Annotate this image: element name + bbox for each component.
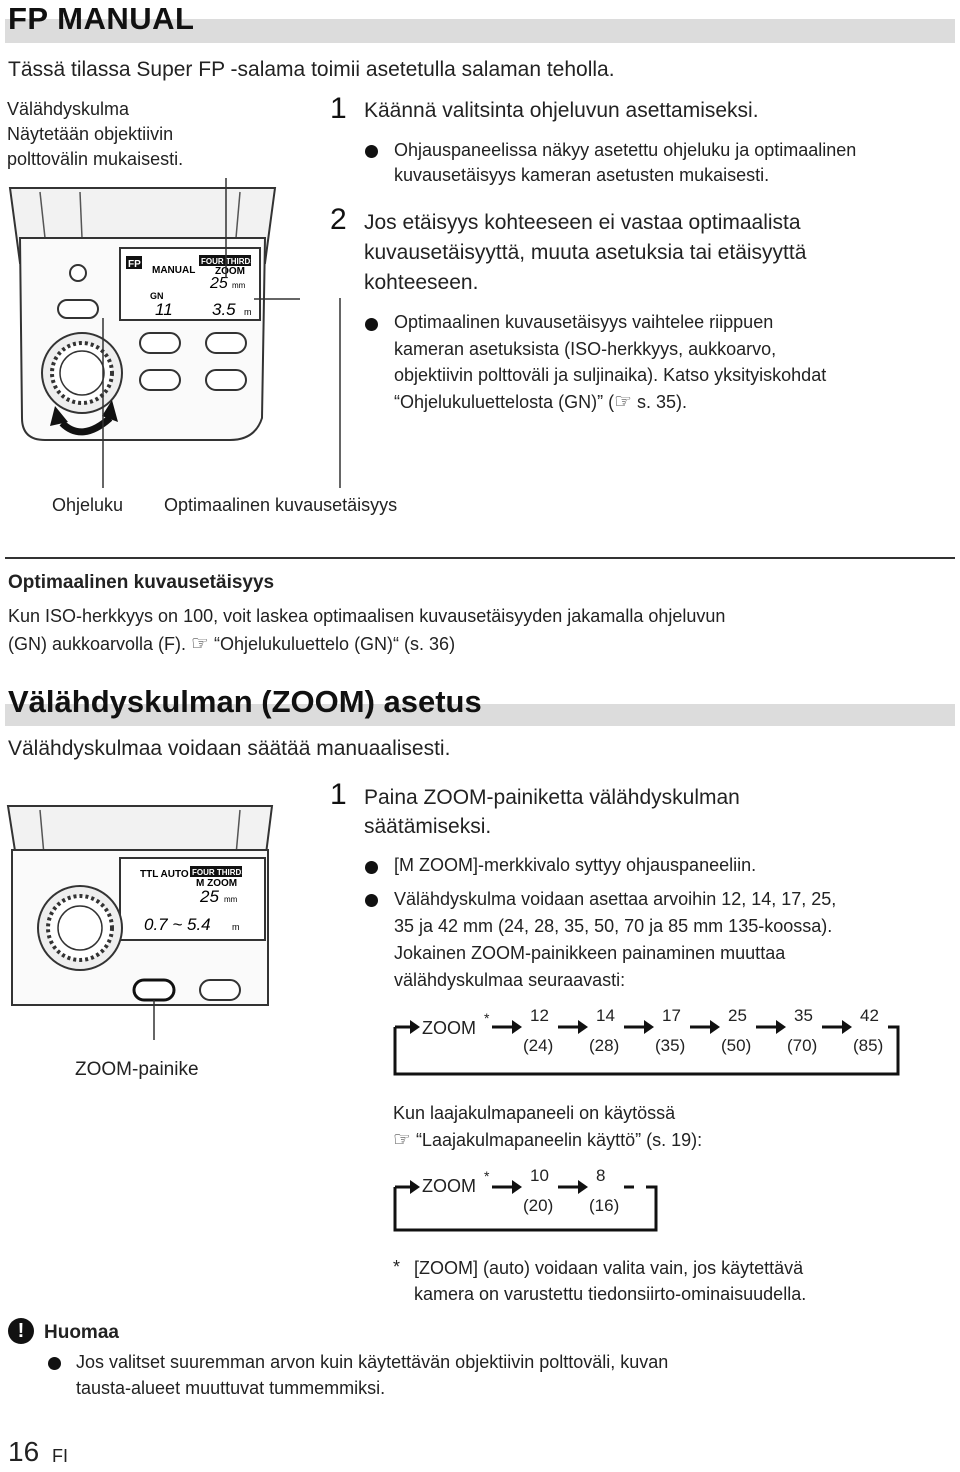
zoom-value: 17 [662,1006,681,1025]
lcd-mm: mm [224,895,238,904]
zoom-equivalent: (85) [853,1036,884,1055]
lcd-gn-value: 11 [155,300,173,319]
lcd-manual: MANUAL [152,265,196,276]
footnote-text [414,1255,806,1307]
zoom-start-label: ZOOM [422,1018,476,1038]
step-number: 1 [330,92,347,125]
section-title: Välähdyskulman (ZOOM) asetus [8,684,482,719]
sequence-arrowhead [842,1020,852,1034]
step-line: kohteeseen. [364,271,479,294]
sequence-arrowhead [776,1020,786,1034]
bullet-line: kameran asetuksista (ISO-herkkyys, aukkoarvo, [394,338,777,359]
zoom-equivalent: (35) [655,1036,686,1055]
lcd-m: m [232,922,240,932]
optimal-line: Kun ISO-herkkyys on 100, voit laskea optimaalisen kuvausetäisyyden jakamalla ohjeluvun [8,606,726,626]
zoom-value: 8 [596,1166,606,1185]
step-number: 1 [330,778,347,811]
note-text: “Laajakulmapaneelin käyttö” (s. 19): [410,1130,703,1150]
zoom-equivalent: (70) [787,1036,818,1055]
reference-icon: ☞ [393,1129,411,1151]
optimal-line [8,630,725,658]
intro-text: Välähdyskulmaa voidaan säätää manuaalisesti. [8,737,451,760]
zoom-button-label: ZOOM-painike [75,1059,199,1080]
bullet-line: kuvausetäisyys kameran asetusten mukaisesti. [394,165,770,185]
lcd-zoom-value: 25 [200,887,219,906]
note-line: tausta-alueet muuttuvat tummemmiksi. [76,1378,386,1398]
footnote-star: * [393,1257,401,1277]
intro-text: Tässä tilassa Super FP -salama toimii asetetulla salaman teholla. [8,58,615,81]
section-title: FP MANUAL [8,1,195,36]
flash-illustration-zoom [0,800,300,1060]
note-line [393,1127,702,1154]
bullet-icon [365,318,378,331]
distance-label: Optimaalinen kuvausetäisyys [164,495,398,515]
step-line: säätämiseksi. [364,815,492,838]
note-heading: Huomaa [44,1322,119,1343]
zoom-value: 25 [728,1006,747,1025]
lcd-range: 0.7 ~ 5.4 [144,915,211,934]
zoom-equivalent: (20) [523,1196,554,1215]
reference-icon: ☞ [191,633,209,655]
page-number: 16 [8,1436,40,1467]
sequence-arrowhead [512,1180,522,1194]
step-text: Käännä valitsinta ohjeluvun asettamiseksi. [364,99,759,122]
lcd-gn: GN [150,291,164,301]
step-line: Jos etäisyys kohteeseen ei vastaa optimaalista [364,211,801,234]
step-text [364,208,806,298]
sequence-arrowhead [512,1020,522,1034]
step-number: 2 [330,203,347,236]
bullet-line: Välähdyskulma voidaan asettaa arvoihin 12, 14, 17, 25, [394,889,837,909]
note-line: Kun laajakulmapaneeli on käytössä [393,1103,676,1123]
flash-illustration [0,178,300,498]
wide-panel-note [393,1100,702,1154]
lcd-ttl-auto: TTL AUTO [140,869,189,880]
zoom-equivalent: (28) [589,1036,620,1055]
optimal-text-span: (GN) aukkoarvolla (F). [8,634,192,654]
lcd-fourthirds: FOUR THIRDS [201,257,256,266]
zoom-value: 42 [860,1006,879,1025]
zoom-value: 14 [596,1006,615,1025]
bullet-line: Optimaalinen kuvausetäisyys vaihtelee riippuen [394,312,774,332]
bullet-line: välähdyskulmaa seuraavasti: [394,970,626,990]
lcd-m-zoom: M ZOOM [196,878,238,889]
optimal-text-span: “Ohjelukuluettelo (GN)“ (s. 36) [208,634,456,654]
zoom-value: 10 [530,1166,549,1185]
zoom-value: 35 [794,1006,813,1025]
zoom-equivalent: (50) [721,1036,752,1055]
zoom-value: 12 [530,1006,549,1025]
bullet-line: objektiivin polttoväli ja suljinaika). Katso yksityiskohdat [394,365,827,385]
footnote-line: kamera on varustettu tiedonsiirto-ominaisuudella. [414,1284,807,1304]
angle-callout [7,97,183,172]
sequence-arrowhead [644,1020,654,1034]
lcd-mm: mm [232,281,246,290]
bullet-line: Ohjauspaneelissa näkyy asetettu ohjeluku ja optimaalinen [394,140,857,160]
sequence-arrowhead [578,1020,588,1034]
bullet-text: “Ohjelukuluettelosta (GN)” ( [394,391,615,412]
bullet-icon [365,145,378,158]
lcd-m: m [244,307,252,317]
step-line: Paina ZOOM-painiketta välähdyskulman [364,786,740,809]
step-bullet-text [394,138,856,188]
footnote-marker: * [484,1010,490,1026]
bullet-text: [M ZOOM]-merkkivalo syttyy ohjauspaneeliin. [394,855,757,875]
bullet-text [394,886,836,994]
lcd-fourthirds: FOUR THIRDS [192,868,247,877]
lcd-fp: FP [128,259,141,270]
footnote-marker: * [484,1168,490,1184]
divider [5,557,955,559]
footnote-line: [ZOOM] (auto) voidaan valita vain, jos käytettävä [414,1258,804,1278]
callout-line: Välähdyskulma [7,99,130,119]
zoom-equivalent: (24) [523,1036,554,1055]
bullet-line: Jokainen ZOOM-painikkeen painaminen muuttaa [394,943,786,963]
optimal-text [8,602,725,658]
distance-leader [337,298,343,488]
zoom-sequence-diagram [390,1000,910,1080]
callout-line: Näytetään objektiivin [7,124,174,144]
language-code: FI [52,1446,68,1466]
bullet-icon [48,1357,61,1370]
reference-icon: ☞ [614,390,633,413]
gn-label: Ohjeluku [52,495,124,515]
note-line: Jos valitset suuremman arvon kuin käytettävän objektiivin polttoväli, kuvan [76,1352,669,1372]
warning-icon: ! [8,1318,34,1344]
lcd-zoom-value: 25 [210,275,228,292]
sequence-arrowhead [578,1180,588,1194]
bullet-text: s. 35). [632,391,688,412]
step-line: kuvausetäisyyttä, muuta asetuksia tai etäisyyttä [364,241,807,264]
bullet-line: 35 ja 42 mm (24, 28, 35, 50, 70 ja 85 mm 135-koossa). [394,916,833,936]
bullet-icon [365,861,378,874]
callout-line: polttovälin mukaisesti. [7,149,184,169]
lcd-distance-value: 3.5 [212,300,236,319]
step-bullet-text [394,309,826,415]
step-text [364,783,740,841]
optimal-heading: Optimaalinen kuvausetäisyys [8,572,275,593]
sequence-arrowhead [710,1020,720,1034]
zoom-equivalent: (16) [589,1196,620,1215]
bullet-icon [365,894,378,907]
zoom-start-label: ZOOM [422,1176,476,1196]
bullet-line [394,389,826,416]
note-text [76,1349,668,1401]
lcd-zoom: ZOOM [215,266,245,277]
